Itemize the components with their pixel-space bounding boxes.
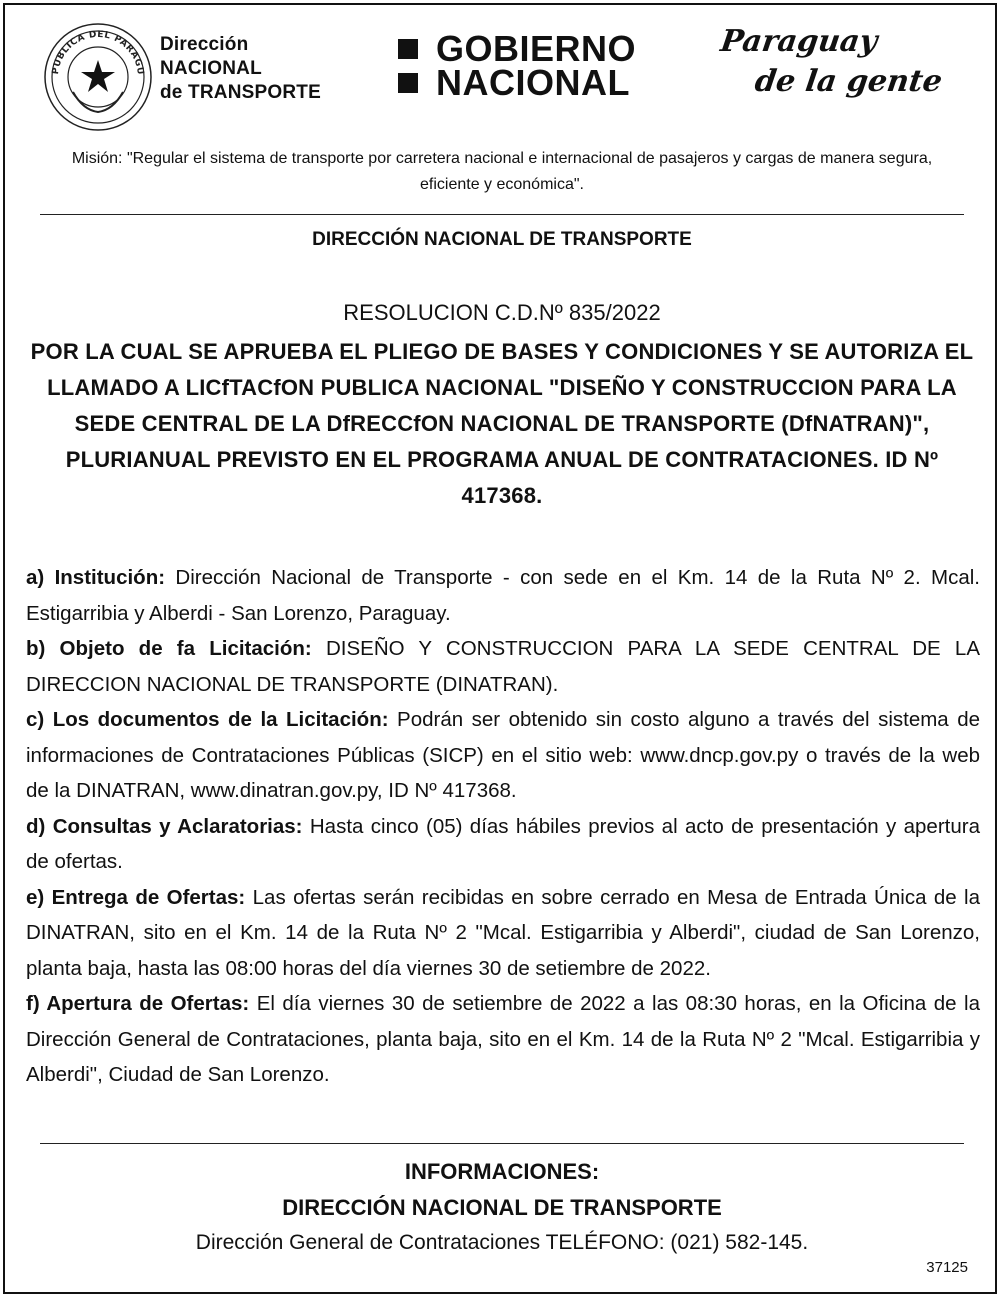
item-label: a) Institución:	[26, 566, 166, 589]
item-text: Las ofertas serán recibidas en sobre cerrado en Mesa de Entrada Única de la DINATRAN, sito en el Km. 14 de la Ruta Nº 2 "Mcal. Estigarribia y Alberdi", ciudad de San Lorenzo, planta baja, hasta las 08:00 horas del día viernes 30 de setiembre de 2022.	[26, 885, 981, 980]
item-label: e) Entrega de Ofertas:	[26, 885, 246, 909]
item-c	[26, 702, 980, 809]
nacional-text: NACIONAL	[436, 62, 630, 103]
organization-heading: DIRECCIÓN NACIONAL DE TRANSPORTE	[312, 229, 692, 250]
slogan-line-2: de la gente	[752, 64, 945, 99]
item-d	[26, 809, 980, 880]
dnt-logo	[160, 33, 321, 105]
seal-text: PUBLICA DEL PARAGU	[50, 29, 146, 76]
square-icon	[398, 39, 418, 59]
item-label: b) Objeto de fa Licitación:	[26, 637, 312, 660]
item-text: El día viernes 30 de setiembre de 2022 a las 08:30 horas, en la Oficina de la Dirección General de Contrataciones, planta baja, sito en el Km. 14 de la Ruta Nº 2 "Mcal. Estigarribia y Alberdi", Ciudad de San Lorenzo.	[26, 992, 980, 1086]
svg-text:REPUBLICA DEL PARAGUAY	[43, 22, 145, 75]
slogan-logo	[712, 22, 950, 102]
gobierno-nacional-logo	[398, 28, 637, 103]
info-organization: DIRECCIÓN NACIONAL DE TRANSPORTE	[282, 1195, 722, 1220]
item-label: f) Apertura de Ofertas:	[26, 992, 250, 1015]
resolution-title: POR LA CUAL SE APRUEBA EL PLIEGO DE BASES Y CONDICIONES Y SE AUTORIZA EL LLAMADO A LICfTACfON PUBLICA NACIONAL "DISEÑO Y CONSTRUCCION PARA LA SEDE CENTRAL DE LA DfRECCfON NACIONAL DE TRANSPORTE (DfNATRAN)", PLURIANUAL PREVISTO EN EL PROGRAMA ANUAL DE CONTRATACIONES. ID Nº 417368.	[30, 339, 974, 508]
divider	[40, 1143, 964, 1144]
item-e	[26, 880, 980, 987]
dnt-logo-line-1: Dirección	[160, 34, 249, 55]
divider	[40, 214, 964, 215]
item-label: d) Consultas y Aclaratorias:	[26, 814, 303, 838]
item-b	[26, 631, 980, 702]
item-text: Dirección Nacional de Transporte - con sede en el Km. 14 de la Ruta Nº 2. Mcal. Estigarribia y Alberdi - San Lorenzo, Paraguay.	[26, 566, 980, 625]
ad-code: 37125	[926, 1259, 968, 1276]
gobierno-text: GOBIERNO	[436, 28, 637, 69]
info-phone: Dirección General de Contrataciones TELÉFONO: (021) 582-145.	[195, 1231, 809, 1254]
paraguay-seal-icon	[43, 22, 153, 132]
item-text: Podrán ser obtenido sin costo alguno a través del sistema de informaciones de Contrataciones Públicas (SICP) en el sitio web: www.dncp.gov.py o través de la web de la DINATRAN, www.dinatran.gov.py, ID Nº 417368.	[26, 708, 980, 802]
notice-body	[26, 560, 980, 1093]
square-icon	[398, 73, 418, 93]
slogan-line-1: Paraguay	[718, 24, 880, 59]
item-text: Hasta cinco (05) días hábiles previos al acto de presentación y apertura de ofertas.	[26, 814, 980, 873]
item-text: DISEÑO Y CONSTRUCCION PARA LA SEDE CENTRAL DE LA DIRECCION NACIONAL DE TRANSPORTE (DINATRAN).	[26, 637, 980, 696]
resolution-number: RESOLUCION C.D.Nº 835/2022	[343, 300, 661, 325]
info-heading: INFORMACIONES:	[404, 1159, 600, 1184]
dnt-logo-line-3: de TRANSPORTE	[160, 82, 321, 103]
mission-statement: Misión: "Regular el sistema de transporte por carretera nacional e internacional de pasajeros y cargas de manera segura, eficiente y económica".	[71, 150, 933, 193]
info-block	[40, 1154, 964, 1260]
item-a	[26, 560, 980, 631]
dnt-logo-line-2: NACIONAL	[160, 58, 262, 79]
item-label: c) Los documentos de la Licitación:	[26, 708, 389, 731]
item-f	[26, 986, 980, 1093]
